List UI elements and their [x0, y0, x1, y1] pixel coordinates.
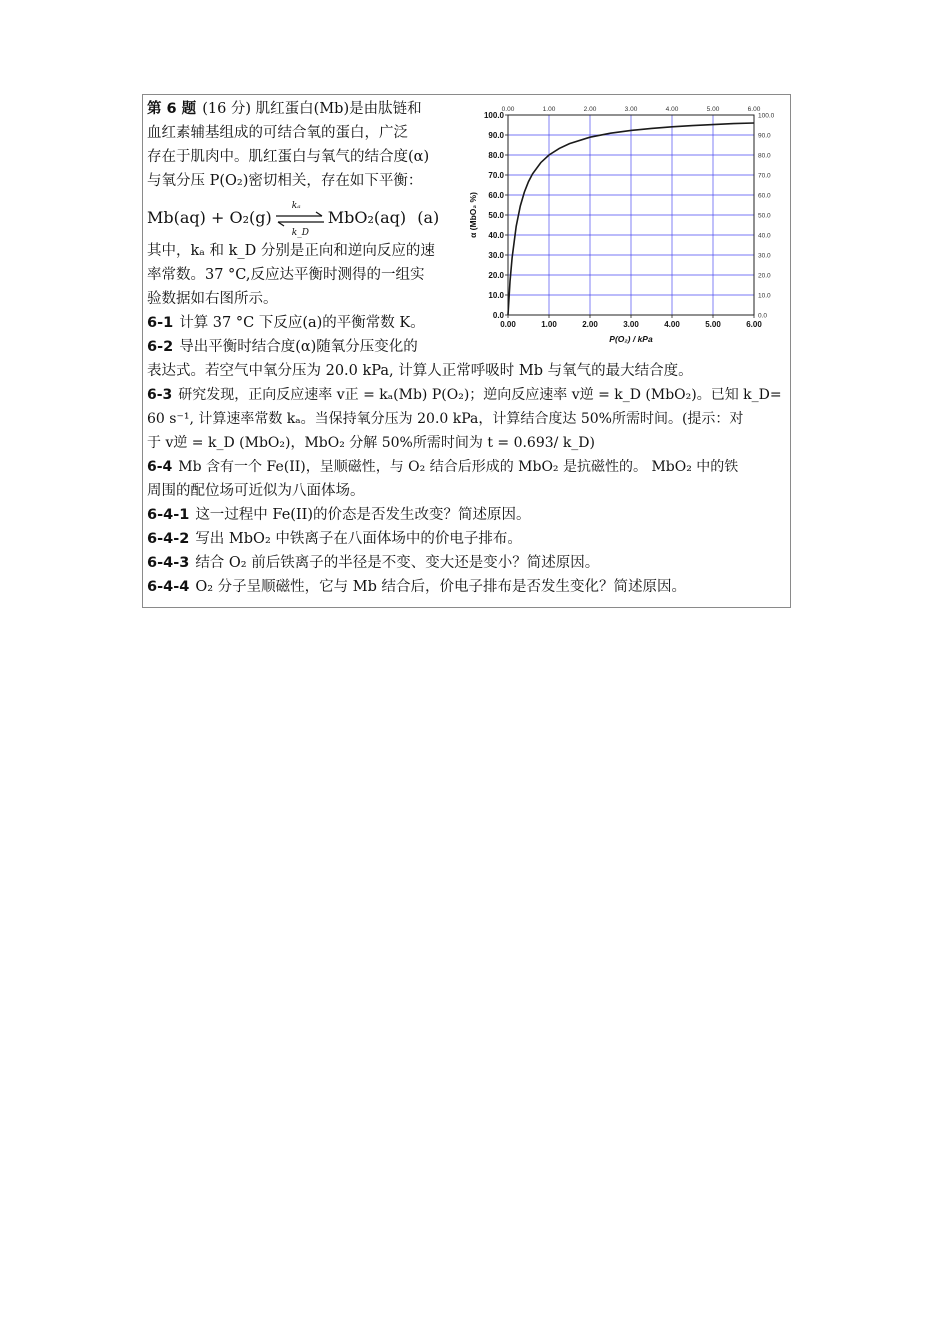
question-6-4-2	[147, 529, 787, 549]
y-tick-label: 60.0	[488, 191, 504, 200]
question-number: 6-3	[147, 387, 173, 403]
y-tick-label: 10.0	[488, 291, 504, 300]
y-tick-label: 30.0	[488, 251, 504, 260]
question-text: 导出平衡时结合度(α)随氧分压变化的	[179, 339, 418, 355]
question-6-4-1	[147, 505, 787, 525]
eq-label: (a)	[417, 208, 440, 227]
x-tick-label: 5.00	[705, 320, 721, 329]
x-tick-label: 2.00	[582, 320, 598, 329]
x-tick-label: 4.00	[664, 320, 680, 329]
eq-reactants: Mb(aq) + O₂(g)	[147, 208, 272, 227]
question-6-4	[147, 457, 787, 477]
after-eq-line: 其中，kₐ 和 k_D 分别是正向和逆向反应的速	[147, 243, 435, 259]
x-tick-label-top: 0.00	[501, 106, 515, 113]
k-forward-label: kₐ	[291, 200, 301, 211]
k-reverse-label: k_D	[291, 227, 309, 238]
question-6-3-cont: 于 v逆 = k_D (MbO₂)，MbO₂ 分解 50%所需时间为 t = 0.693/ k_D)	[147, 435, 595, 451]
y-tick-label-right: 100.0	[758, 112, 775, 120]
question-text: Mb 含有一个 Fe(II)，呈顺磁性，与 O₂ 结合后形成的 MbO₂ 是抗磁性的。 MbO₂ 中的铁	[178, 459, 739, 475]
x-tick-label-top: 4.00	[665, 106, 679, 113]
y-tick-label: 20.0	[488, 271, 504, 280]
problem-frame	[142, 94, 791, 608]
y-tick-label: 80.0	[488, 151, 504, 160]
x-axis-label: P(O₂) / kPa	[609, 334, 653, 344]
y-tick-label: 50.0	[488, 211, 504, 220]
y-tick-label: 40.0	[488, 231, 504, 240]
intro-line: 血红素辅基组成的可结合氧的蛋白，广泛	[147, 125, 408, 141]
y-tick-label-right: 10.0	[758, 292, 771, 300]
question-text: 研究发现，正向反应速率 v正 = kₐ(Mb) P(O₂)；逆向反应速率 v逆 = k_D (MbO₂)。已知 k_D=	[178, 387, 782, 403]
problem-header-text: (16 分) 肌红蛋白(Mb)是由肽链和	[202, 101, 422, 117]
x-tick-label: 0.00	[500, 320, 516, 329]
after-eq-line: 验数据如右图所示。	[147, 291, 278, 307]
question-number: 6-4-4	[147, 579, 190, 595]
x-tick-label: 6.00	[746, 320, 762, 329]
question-text: 写出 MbO₂ 中铁离子在八面体场中的价电子排布。	[195, 531, 522, 547]
question-6-4-cont: 周围的配位场可近似为八面体场。	[147, 483, 365, 499]
y-tick-label-right: 80.0	[758, 152, 771, 160]
equilibrium-equation	[147, 200, 447, 238]
x-tick-label-top: 5.00	[706, 106, 720, 113]
question-text: 结合 O₂ 前后铁离子的半径是不变、变大还是变小？简述原因。	[195, 555, 600, 571]
question-text: O₂ 分子呈顺磁性，它与 Mb 结合后，价电子排布是否发生变化？简述原因。	[195, 579, 686, 595]
question-6-2	[147, 337, 447, 357]
question-6-4-4	[147, 577, 787, 597]
question-6-4-3	[147, 553, 787, 573]
question-6-2-cont: 表达式。若空气中氧分压为 20.0 kPa, 计算人正常呼吸时 Mb 与氧气的最大结合度。	[147, 363, 693, 379]
x-tick-label-top: 6.00	[747, 106, 761, 113]
y-tick-label: 0.0	[492, 311, 504, 320]
intro-line: 存在于肌肉中。肌红蛋白与氧气的结合度(α)	[147, 149, 430, 165]
intro-line: 与氧分压 P(O₂)密切相关，存在如下平衡：	[147, 173, 423, 189]
question-number: 6-4-3	[147, 555, 190, 571]
y-tick-label-right: 40.0	[758, 232, 771, 240]
y-tick-label-right: 20.0	[758, 272, 771, 280]
question-number: 6-1	[147, 315, 174, 331]
question-number: 6-2	[147, 339, 174, 355]
question-6-3	[147, 385, 787, 405]
question-number: 6-4-2	[147, 531, 190, 547]
y-tick-label-right: 90.0	[758, 132, 771, 140]
y-tick-label: 100.0	[483, 111, 504, 120]
after-eq-line: 率常数。37 °C,反应达平衡时测得的一组实	[147, 267, 425, 283]
y-tick-label: 70.0	[488, 171, 504, 180]
y-axis-label: α (MbO₂ %)	[468, 192, 478, 238]
x-tick-label: 3.00	[623, 320, 639, 329]
y-tick-label-right: 70.0	[758, 172, 771, 180]
x-tick-label-top: 2.00	[583, 106, 597, 113]
x-tick-label-top: 3.00	[624, 106, 638, 113]
y-tick-label-right: 60.0	[758, 192, 771, 200]
y-tick-label-right: 0.0	[758, 312, 768, 320]
question-number: 6-4-1	[147, 507, 190, 523]
question-6-3-cont: 60 s⁻¹, 计算速率常数 kₐ。当保持氧分压为 20.0 kPa，计算结合度达 50%所需时间。(提示：对	[147, 411, 744, 427]
y-tick-label-right: 30.0	[758, 252, 771, 260]
problem-number: 第 6 题	[147, 101, 197, 117]
question-text: 这一过程中 Fe(II)的价态是否发生改变？简述原因。	[195, 507, 531, 523]
equilibrium-arrow-icon	[274, 200, 326, 238]
problem-header	[147, 99, 447, 119]
eq-product: MbO₂(aq)	[327, 208, 407, 227]
binding-curve-chart	[458, 97, 788, 357]
y-tick-label-right: 50.0	[758, 212, 771, 220]
question-number: 6-4	[147, 459, 173, 475]
y-tick-label: 90.0	[488, 131, 504, 140]
x-tick-label-top: 1.00	[542, 106, 556, 113]
x-tick-label: 1.00	[541, 320, 557, 329]
question-6-1	[147, 313, 447, 333]
question-text: 计算 37 °C 下反应(a)的平衡常数 K。	[179, 315, 425, 331]
